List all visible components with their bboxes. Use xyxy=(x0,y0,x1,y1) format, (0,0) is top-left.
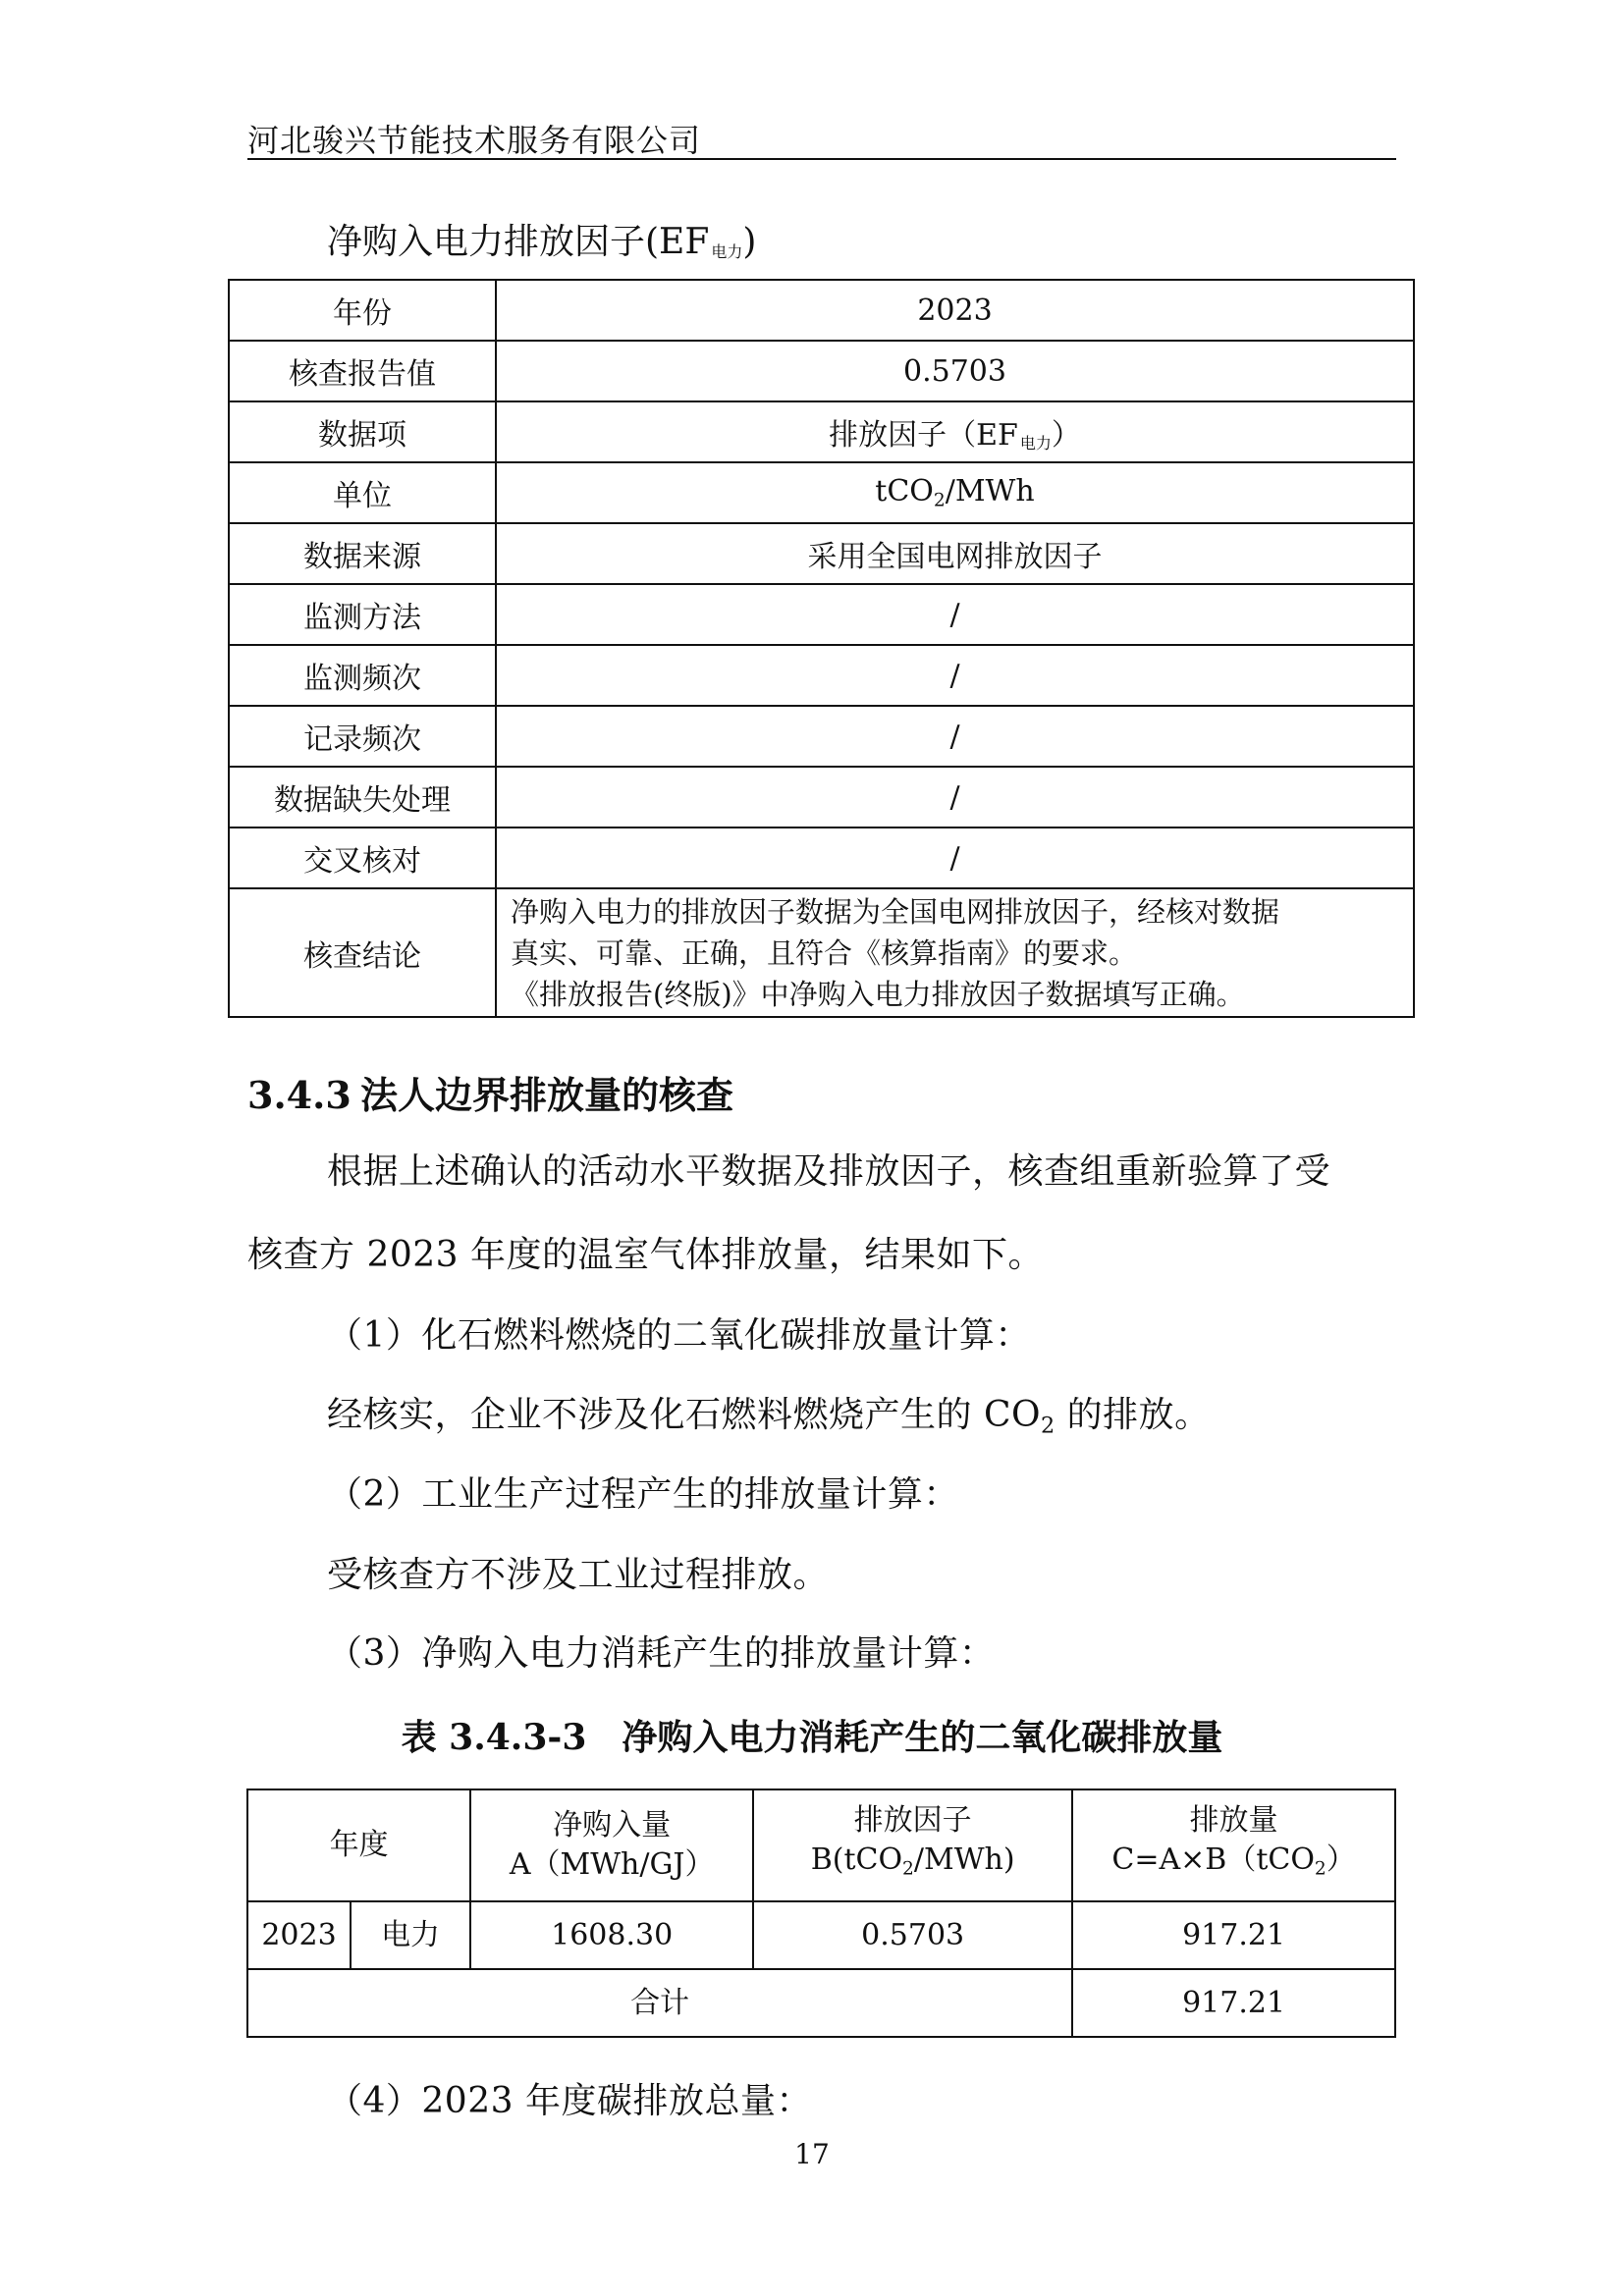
method-value: / xyxy=(496,584,1414,645)
header-company: 河北骏兴节能技术服务有限公司 xyxy=(247,122,702,159)
header-emission-line-1: 排放量 xyxy=(1189,1803,1278,1839)
emission-table-caption: 表 3.4.3-3 净购入电力消耗产生的二氧化碳排放量 xyxy=(401,1717,1223,1758)
unit-pre: tCO xyxy=(875,474,934,509)
paragraph-2: 核查方 2023 年度的温室气体排放量，结果如下。 xyxy=(247,1235,1045,1275)
table-row xyxy=(247,1901,1395,1969)
record-label: 记录频次 xyxy=(229,706,496,767)
row-amount: 1608.30 xyxy=(470,1901,753,1969)
table-row xyxy=(229,280,1414,341)
report-value: 0.5703 xyxy=(496,341,1414,401)
item-2-heading: （2）工业生产过程产生的排放量计算： xyxy=(327,1474,959,1515)
record-value: / xyxy=(496,706,1414,767)
header-emission-sub: 2 xyxy=(1314,1858,1326,1880)
item-1-heading: （1）化石燃料燃烧的二氧化碳排放量计算： xyxy=(327,1315,1031,1356)
emission-table xyxy=(246,1789,1396,2038)
caption-text: 净购入电力排放因子(EF xyxy=(327,222,710,262)
caption-close: ) xyxy=(742,222,757,262)
item-1-text-sub: 2 xyxy=(1041,1413,1056,1439)
header-factor-sub: 2 xyxy=(902,1858,914,1880)
method-label: 监测方法 xyxy=(229,584,496,645)
header-amount xyxy=(470,1789,753,1901)
header-emission-post: ） xyxy=(1326,1842,1356,1878)
header-factor-pre: B(tCO xyxy=(810,1842,903,1878)
unit-label: 单位 xyxy=(229,462,496,523)
conclusion-label: 核查结论 xyxy=(229,888,496,1017)
item-4-heading: （4）2023 年度碳排放总量： xyxy=(327,2081,812,2121)
row-emission: 917.21 xyxy=(1072,1901,1395,1969)
header-year: 年度 xyxy=(247,1789,470,1901)
header-factor xyxy=(753,1789,1072,1901)
conclusion-value xyxy=(496,888,1414,1017)
header-emission-line-2 xyxy=(1073,1841,1394,1890)
table-row xyxy=(229,523,1414,584)
missing-label: 数据缺失处理 xyxy=(229,767,496,828)
table-row xyxy=(229,462,1414,523)
table-row xyxy=(229,888,1414,1017)
item-1-text xyxy=(327,1387,1211,1439)
missing-value: / xyxy=(496,767,1414,828)
table-row xyxy=(247,1969,1395,2037)
item-value-pre: 排放因子（EF xyxy=(829,418,1018,453)
page-number: 17 xyxy=(794,2138,830,2170)
header-rule xyxy=(247,158,1396,160)
table-row xyxy=(229,584,1414,645)
item-value-sub: 电力 xyxy=(1019,434,1052,453)
cross-value: / xyxy=(496,828,1414,888)
item-value xyxy=(496,401,1414,462)
unit-post: /MWh xyxy=(945,474,1035,509)
row-year: 2023 xyxy=(247,1901,351,1969)
header-factor-line-1: 排放因子 xyxy=(853,1803,972,1839)
conclusion-line-2: 真实、可靠、正确，且符合《核算指南》的要求。 xyxy=(511,935,1138,970)
factor-table-caption xyxy=(327,214,756,264)
total-value: 917.21 xyxy=(1072,1969,1395,2037)
freq-value: / xyxy=(496,645,1414,706)
header-factor-line-2 xyxy=(754,1841,1071,1890)
section-title: 法人边界排放量的核查 xyxy=(360,1073,734,1117)
table-row xyxy=(229,828,1414,888)
row-factor: 0.5703 xyxy=(753,1901,1072,1969)
item-1-text-post: 的排放。 xyxy=(1055,1395,1211,1435)
report-label: 核查报告值 xyxy=(229,341,496,401)
paragraph-1: 根据上述确认的活动水平数据及排放因子，核查组重新验算了受 xyxy=(327,1151,1331,1192)
source-value: 采用全国电网排放因子 xyxy=(496,523,1414,584)
table-row xyxy=(229,706,1414,767)
header-emission xyxy=(1072,1789,1395,1901)
table-row xyxy=(229,401,1414,462)
header-emission-pre: C=A×B（tCO xyxy=(1111,1842,1315,1878)
table-row xyxy=(229,645,1414,706)
header-amount-line-2: A（MWh/GJ） xyxy=(509,1847,715,1882)
item-3-heading: （3）净购入电力消耗产生的排放量计算： xyxy=(327,1633,996,1674)
header-amount-line-1: 净购入量 xyxy=(553,1808,672,1842)
section-number: 3.4.3 xyxy=(247,1073,352,1117)
freq-label: 监测频次 xyxy=(229,645,496,706)
conclusion-line-3: 《排放报告(终版)》中净购入电力排放因子数据填写正确。 xyxy=(511,977,1245,1011)
table-header-row xyxy=(247,1789,1395,1901)
unit-sub: 2 xyxy=(933,490,946,511)
section-heading xyxy=(247,1065,733,1119)
item-label: 数据项 xyxy=(229,401,496,462)
item-value-post: ） xyxy=(1051,418,1081,453)
table-row xyxy=(229,341,1414,401)
unit-value xyxy=(496,462,1414,523)
caption-sub: 电力 xyxy=(711,242,743,261)
table-row xyxy=(229,767,1414,828)
header-factor-post: /MWh) xyxy=(913,1842,1015,1878)
total-label: 合计 xyxy=(247,1969,1072,2037)
item-2-text: 受核查方不涉及工业过程排放。 xyxy=(327,1555,830,1595)
year-value: 2023 xyxy=(496,280,1414,341)
row-type: 电力 xyxy=(351,1901,470,1969)
source-label: 数据来源 xyxy=(229,523,496,584)
year-label: 年份 xyxy=(229,280,496,341)
factor-table xyxy=(228,279,1415,1018)
item-1-text-pre: 经核实，企业不涉及化石燃料燃烧产生的 CO xyxy=(327,1395,1042,1435)
conclusion-line-1: 净购入电力的排放因子数据为全国电网排放因子，经核对数据 xyxy=(511,894,1280,929)
cross-label: 交叉核对 xyxy=(229,828,496,888)
